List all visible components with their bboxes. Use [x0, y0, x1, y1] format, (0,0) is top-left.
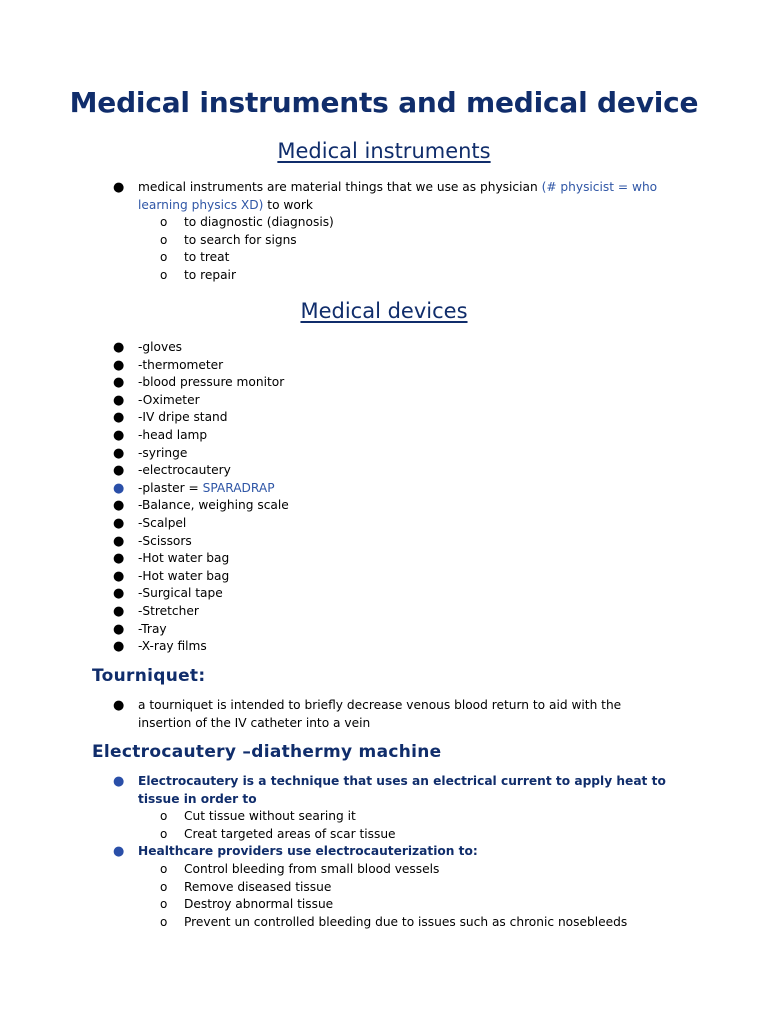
- device-text: -Balance, weighing scale: [138, 498, 289, 513]
- device-text: -Tray: [138, 621, 167, 636]
- sub-item-text: to search for signs: [184, 232, 297, 247]
- tourniquet-list: [0, 697, 768, 732]
- sub-item-text: Cut tissue without searing it: [184, 809, 356, 824]
- intro-note: (# physicist = who learning physics XD): [138, 180, 658, 212]
- list-item: [0, 480, 768, 498]
- bullet-icon: ●: [113, 639, 125, 655]
- sub-item-text: to repair: [184, 267, 236, 282]
- hollow-bullet-icon: o: [160, 897, 168, 912]
- electrocautery-point: Healthcare providers use electrocauterization to:: [138, 844, 478, 859]
- sub-item-text: Control bleeding from small blood vessels: [184, 861, 440, 876]
- list-item: [0, 773, 768, 808]
- list-item: [0, 409, 768, 427]
- section-heading-medical-instruments: Medical instruments: [277, 139, 491, 163]
- bullet-icon: ●: [113, 340, 125, 355]
- bullet-icon: ●: [113, 427, 125, 443]
- hollow-bullet-icon: o: [160, 267, 168, 282]
- list-item: [0, 621, 768, 639]
- sub-item-text: to diagnostic (diagnosis): [184, 215, 334, 230]
- list-item: [0, 808, 768, 826]
- list-item: [0, 214, 768, 232]
- hollow-bullet-icon: o: [160, 809, 168, 824]
- list-item: [0, 249, 768, 267]
- bullet-icon: ●: [113, 551, 125, 567]
- bullet-icon: ●: [113, 586, 125, 602]
- list-item: [0, 697, 768, 732]
- device-text: -IV dripe stand: [138, 410, 228, 425]
- hollow-bullet-icon: o: [160, 250, 168, 265]
- device-text: -blood pressure monitor: [138, 375, 285, 390]
- list-item: [0, 861, 768, 879]
- device-text: -gloves: [138, 340, 183, 354]
- list-item: [0, 515, 768, 533]
- list-item: [0, 638, 768, 656]
- bullet-icon: ●: [113, 515, 125, 531]
- device-text: -head lamp: [138, 427, 208, 442]
- devices-list: [0, 339, 768, 656]
- bullet-icon: ●: [113, 480, 125, 496]
- device-text: -Oximeter: [138, 392, 200, 407]
- intro-tail: to work: [263, 197, 313, 212]
- device-text: -Hot water bag: [138, 568, 230, 583]
- tourniquet-text: a tourniquet is intended to briefly decrease venous blood return to aid with the insertion of the IV catheter into a vein: [138, 698, 622, 730]
- list-item: [0, 497, 768, 515]
- list-item: [0, 914, 768, 932]
- list-item: [0, 179, 768, 214]
- device-text: -X-ray films: [138, 639, 207, 654]
- sub-item-text: Remove diseased tissue: [184, 879, 332, 894]
- sub-item-text: Destroy abnormal tissue: [184, 897, 334, 912]
- device-text: -Stretcher: [138, 603, 199, 618]
- device-text: -syringe: [138, 445, 188, 460]
- list-item: [0, 357, 768, 375]
- list-item: [0, 568, 768, 586]
- list-item: [0, 585, 768, 603]
- hollow-bullet-icon: o: [160, 215, 168, 230]
- list-item: [0, 896, 768, 914]
- list-item: [0, 267, 768, 285]
- list-item: [0, 843, 768, 861]
- list-item: [0, 445, 768, 463]
- list-item: [0, 603, 768, 621]
- hollow-bullet-icon: o: [160, 861, 168, 876]
- bullet-icon: ●: [113, 568, 125, 584]
- hollow-bullet-icon: o: [160, 879, 168, 894]
- list-item: [0, 826, 768, 844]
- instruments-list: [0, 179, 768, 285]
- intro-text: medical instruments are material things that we use as physician: [138, 180, 542, 194]
- bullet-icon: ●: [113, 698, 125, 713]
- bullet-icon: ●: [113, 533, 125, 549]
- plaster-note: SPARADRAP: [202, 480, 275, 495]
- page-title: Medical instruments and medical device: [69, 86, 699, 119]
- bullet-icon: ●: [113, 603, 125, 619]
- electrocautery-heading: Electrocautery –diathermy machine: [92, 742, 442, 762]
- device-text: -Scalpel: [138, 515, 187, 530]
- hollow-bullet-icon: o: [160, 232, 168, 247]
- device-text: -Hot water bag: [138, 551, 230, 566]
- bullet-icon: ●: [113, 392, 125, 408]
- list-item: [0, 392, 768, 410]
- bullet-icon: ●: [113, 357, 125, 373]
- tourniquet-heading: Tourniquet:: [92, 666, 206, 686]
- bullet-icon: ●: [113, 463, 125, 479]
- electrocautery-point: Electrocautery is a technique that uses an electrical current to apply heat to tissue in order to: [138, 774, 666, 806]
- sub-item-text: Prevent un controlled bleeding due to issues such as chronic nosebleeds: [184, 914, 628, 929]
- bullet-icon: ●: [113, 774, 125, 789]
- device-text: -Surgical tape: [138, 586, 223, 601]
- bullet-icon: ●: [113, 180, 125, 195]
- bullet-icon: ●: [113, 445, 125, 461]
- list-item: [0, 533, 768, 551]
- hollow-bullet-icon: o: [160, 826, 168, 841]
- section-heading-medical-devices: Medical devices: [300, 299, 468, 323]
- bullet-icon: ●: [113, 498, 125, 514]
- bullet-icon: ●: [113, 375, 125, 391]
- bullet-icon: ●: [113, 844, 125, 860]
- device-text: -plaster =: [138, 480, 203, 495]
- electrocautery-list: [0, 773, 768, 931]
- list-item: [0, 339, 768, 357]
- hollow-bullet-icon: o: [160, 914, 168, 929]
- list-item: [0, 462, 768, 480]
- list-item: [0, 427, 768, 445]
- device-text: -thermometer: [138, 357, 224, 372]
- list-item: [0, 550, 768, 568]
- bullet-icon: ●: [113, 621, 125, 637]
- list-item: [0, 374, 768, 392]
- device-text: -electrocautery: [138, 463, 231, 478]
- list-item: [0, 879, 768, 897]
- sub-item-text: to treat: [184, 250, 230, 265]
- bullet-icon: ●: [113, 410, 125, 426]
- device-text: -Scissors: [138, 533, 192, 548]
- list-item: [0, 232, 768, 250]
- sub-item-text: Creat targeted areas of scar tissue: [184, 826, 396, 841]
